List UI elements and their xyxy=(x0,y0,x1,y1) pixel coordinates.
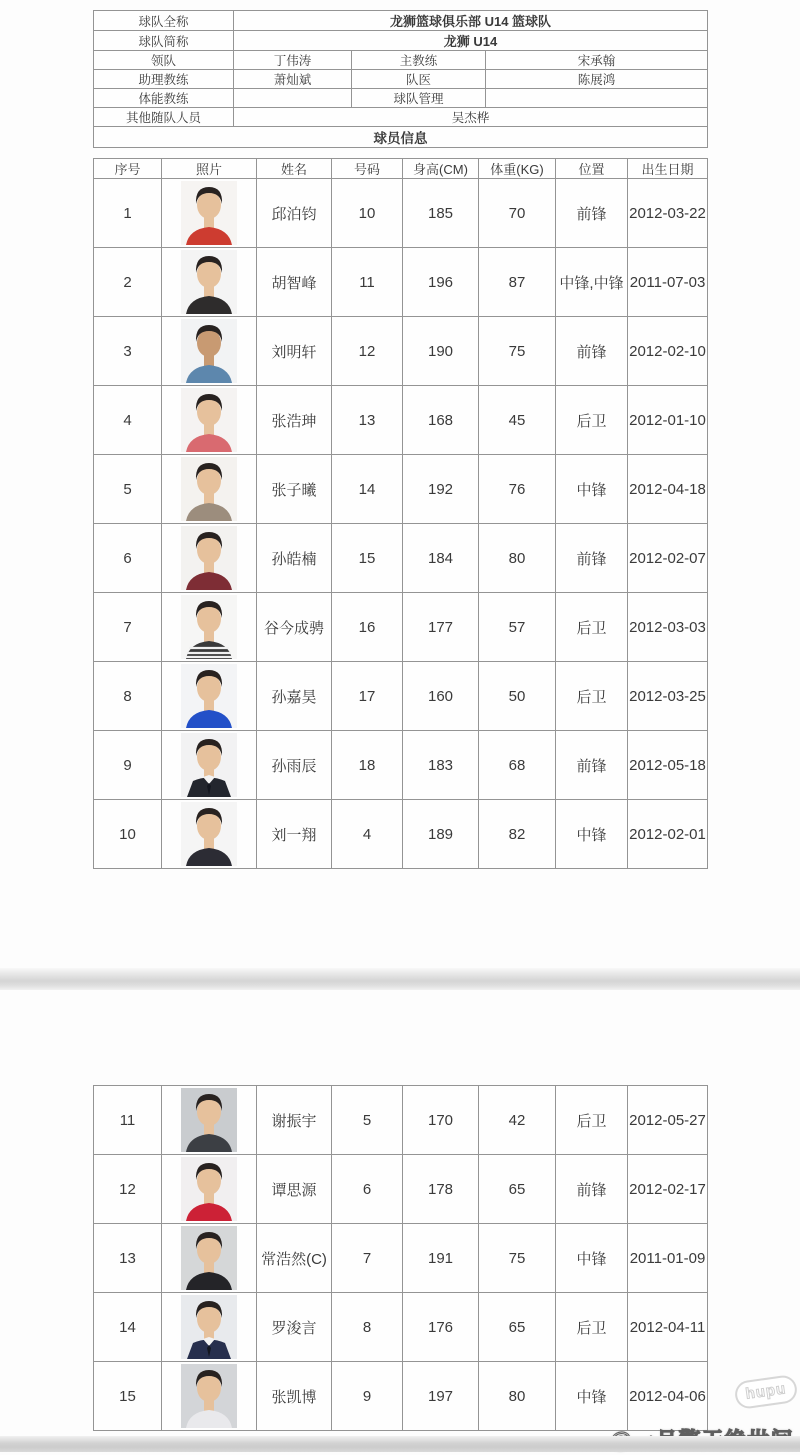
player-weight: 65 xyxy=(479,1155,556,1224)
other-staff-label: 其他随队人员 xyxy=(94,108,234,127)
player-birth: 2012-03-25 xyxy=(628,662,708,731)
player-name: 孙皓楠 xyxy=(257,524,332,593)
player-position: 前锋 xyxy=(556,179,628,248)
player-photo-image xyxy=(181,388,237,452)
hupu-watermark-sticker xyxy=(733,1374,798,1410)
player-height: 184 xyxy=(403,524,479,593)
player-name: 胡智峰 xyxy=(257,248,332,317)
player-number: 15 xyxy=(332,524,403,593)
player-weight: 42 xyxy=(479,1086,556,1155)
player-row xyxy=(94,455,708,524)
player-weight: 65 xyxy=(479,1293,556,1362)
assistant-coach-label: 助理教练 xyxy=(94,70,234,89)
player-photo-image xyxy=(181,733,237,797)
player-name: 刘明轩 xyxy=(257,317,332,386)
leader-value: 丁伟涛 xyxy=(234,51,352,70)
player-seq: 13 xyxy=(94,1224,162,1293)
player-row xyxy=(94,731,708,800)
player-photo xyxy=(162,248,257,317)
head-coach-value: 宋承翰 xyxy=(486,51,708,70)
player-height: 196 xyxy=(403,248,479,317)
player-photo xyxy=(162,593,257,662)
player-name: 邱泊钧 xyxy=(257,179,332,248)
player-name: 常浩然(C) xyxy=(257,1224,332,1293)
hupu-watermark-label: hupu xyxy=(744,1380,788,1403)
player-row xyxy=(94,800,708,869)
player-row xyxy=(94,386,708,455)
player-seq: 1 xyxy=(94,179,162,248)
player-seq: 8 xyxy=(94,662,162,731)
player-position: 中锋 xyxy=(556,1224,628,1293)
player-position: 中锋 xyxy=(556,455,628,524)
player-height: 177 xyxy=(403,593,479,662)
player-weight: 68 xyxy=(479,731,556,800)
player-birth: 2012-05-27 xyxy=(628,1086,708,1155)
player-birth: 2012-05-18 xyxy=(628,731,708,800)
player-photo xyxy=(162,731,257,800)
player-birth: 2012-02-10 xyxy=(628,317,708,386)
player-height: 160 xyxy=(403,662,479,731)
player-row xyxy=(94,179,708,248)
player-name: 谢振宇 xyxy=(257,1086,332,1155)
player-photo xyxy=(162,1155,257,1224)
roster-page-1 xyxy=(93,10,707,869)
player-photo xyxy=(162,179,257,248)
player-weight: 80 xyxy=(479,524,556,593)
player-birth: 2012-02-17 xyxy=(628,1155,708,1224)
player-photo-image xyxy=(181,1364,237,1428)
header-height: 身高(CM) xyxy=(403,159,479,179)
player-photo xyxy=(162,1362,257,1431)
player-name: 谭思源 xyxy=(257,1155,332,1224)
header-weight: 体重(KG) xyxy=(479,159,556,179)
page-separator xyxy=(0,968,800,990)
player-seq: 7 xyxy=(94,593,162,662)
player-birth: 2012-04-11 xyxy=(628,1293,708,1362)
player-position: 后卫 xyxy=(556,662,628,731)
player-seq: 12 xyxy=(94,1155,162,1224)
team-full-name-value: 龙狮篮球俱乐部 U14 篮球队 xyxy=(234,11,708,31)
team-full-name-label: 球队全称 xyxy=(94,11,234,31)
team-short-name-value: 龙狮 U14 xyxy=(234,31,708,51)
player-height: 183 xyxy=(403,731,479,800)
player-number: 9 xyxy=(332,1362,403,1431)
player-name: 刘一翔 xyxy=(257,800,332,869)
player-birth: 2012-03-03 xyxy=(628,593,708,662)
team-info-table xyxy=(93,10,708,148)
player-number: 7 xyxy=(332,1224,403,1293)
player-photo xyxy=(162,386,257,455)
player-photo-image xyxy=(181,802,237,866)
player-row xyxy=(94,662,708,731)
player-name: 张凯博 xyxy=(257,1362,332,1431)
player-number: 18 xyxy=(332,731,403,800)
player-photo-image xyxy=(181,250,237,314)
player-row xyxy=(94,1224,708,1293)
player-seq: 4 xyxy=(94,386,162,455)
player-weight: 82 xyxy=(479,800,556,869)
team-short-name-label: 球队简称 xyxy=(94,31,234,51)
team-manager-value xyxy=(486,89,708,108)
player-birth: 2012-04-06 xyxy=(628,1362,708,1431)
player-row xyxy=(94,593,708,662)
player-row xyxy=(94,1086,708,1155)
player-row xyxy=(94,1362,708,1431)
team-doctor-label: 队医 xyxy=(352,70,486,89)
header-name: 姓名 xyxy=(257,159,332,179)
team-full-name-row xyxy=(94,11,708,31)
player-height: 178 xyxy=(403,1155,479,1224)
header-number: 号码 xyxy=(332,159,403,179)
player-position: 前锋 xyxy=(556,524,628,593)
head-coach-label: 主教练 xyxy=(352,51,486,70)
leader-coach-row xyxy=(94,51,708,70)
player-weight: 80 xyxy=(479,1362,556,1431)
header-photo: 照片 xyxy=(162,159,257,179)
player-name: 谷今成骋 xyxy=(257,593,332,662)
player-height: 189 xyxy=(403,800,479,869)
player-weight: 50 xyxy=(479,662,556,731)
player-seq: 11 xyxy=(94,1086,162,1155)
player-row xyxy=(94,524,708,593)
player-photo-image xyxy=(181,457,237,521)
player-birth: 2012-04-18 xyxy=(628,455,708,524)
player-photo-image xyxy=(181,1295,237,1359)
player-birth: 2012-03-22 xyxy=(628,179,708,248)
players-section-title: 球员信息 xyxy=(94,127,708,148)
player-position: 前锋 xyxy=(556,317,628,386)
player-position: 中锋,中锋 xyxy=(556,248,628,317)
player-number: 5 xyxy=(332,1086,403,1155)
player-birth: 2011-01-09 xyxy=(628,1224,708,1293)
player-number: 10 xyxy=(332,179,403,248)
player-photo-image xyxy=(181,1088,237,1152)
team-doctor-value: 陈展鸿 xyxy=(486,70,708,89)
player-row xyxy=(94,248,708,317)
player-row xyxy=(94,1155,708,1224)
assistant-coach-value: 萧灿斌 xyxy=(234,70,352,89)
player-seq: 14 xyxy=(94,1293,162,1362)
player-number: 17 xyxy=(332,662,403,731)
player-name: 孙雨辰 xyxy=(257,731,332,800)
player-position: 前锋 xyxy=(556,1155,628,1224)
leader-label: 领队 xyxy=(94,51,234,70)
player-photo-image xyxy=(181,1226,237,1290)
player-seq: 6 xyxy=(94,524,162,593)
player-row xyxy=(94,1293,708,1362)
player-name: 张子曦 xyxy=(257,455,332,524)
player-number: 14 xyxy=(332,455,403,524)
player-number: 8 xyxy=(332,1293,403,1362)
player-photo-image xyxy=(181,181,237,245)
player-birth: 2011-07-03 xyxy=(628,248,708,317)
player-position: 前锋 xyxy=(556,731,628,800)
fitness-coach-value xyxy=(234,89,352,108)
player-number: 12 xyxy=(332,317,403,386)
player-photo-image xyxy=(181,595,237,659)
player-height: 176 xyxy=(403,1293,479,1362)
player-photo xyxy=(162,1293,257,1362)
players-section-row xyxy=(94,127,708,148)
bottom-page-edge xyxy=(0,1436,800,1452)
player-seq: 10 xyxy=(94,800,162,869)
player-name: 孙嘉昊 xyxy=(257,662,332,731)
player-photo xyxy=(162,524,257,593)
player-number: 13 xyxy=(332,386,403,455)
player-name: 张浩珅 xyxy=(257,386,332,455)
player-photo-image xyxy=(181,1157,237,1221)
player-seq: 2 xyxy=(94,248,162,317)
players-header-row xyxy=(94,159,708,179)
player-seq: 15 xyxy=(94,1362,162,1431)
roster-page-2 xyxy=(93,1085,707,1431)
player-name: 罗浚言 xyxy=(257,1293,332,1362)
player-position: 后卫 xyxy=(556,1293,628,1362)
player-seq: 5 xyxy=(94,455,162,524)
player-photo xyxy=(162,1086,257,1155)
player-height: 197 xyxy=(403,1362,479,1431)
player-number: 4 xyxy=(332,800,403,869)
player-photo xyxy=(162,455,257,524)
player-photo xyxy=(162,800,257,869)
player-birth: 2012-01-10 xyxy=(628,386,708,455)
team-short-name-row xyxy=(94,31,708,51)
assistant-doctor-row xyxy=(94,70,708,89)
other-staff-row xyxy=(94,108,708,127)
player-number: 6 xyxy=(332,1155,403,1224)
player-position: 后卫 xyxy=(556,593,628,662)
player-height: 192 xyxy=(403,455,479,524)
team-manager-label: 球队管理 xyxy=(352,89,486,108)
player-weight: 76 xyxy=(479,455,556,524)
players-table-page-2 xyxy=(93,1085,708,1431)
player-height: 191 xyxy=(403,1224,479,1293)
player-position: 中锋 xyxy=(556,1362,628,1431)
player-position: 中锋 xyxy=(556,800,628,869)
player-height: 185 xyxy=(403,179,479,248)
player-row xyxy=(94,317,708,386)
player-photo-image xyxy=(181,526,237,590)
fitness-manager-row xyxy=(94,89,708,108)
player-weight: 87 xyxy=(479,248,556,317)
player-photo-image xyxy=(181,319,237,383)
player-weight: 45 xyxy=(479,386,556,455)
player-height: 190 xyxy=(403,317,479,386)
player-birth: 2012-02-07 xyxy=(628,524,708,593)
header-seq: 序号 xyxy=(94,159,162,179)
player-photo xyxy=(162,662,257,731)
player-seq: 9 xyxy=(94,731,162,800)
player-position: 后卫 xyxy=(556,386,628,455)
player-number: 11 xyxy=(332,248,403,317)
header-birthdate: 出生日期 xyxy=(628,159,708,179)
player-number: 16 xyxy=(332,593,403,662)
player-photo-image xyxy=(181,664,237,728)
player-seq: 3 xyxy=(94,317,162,386)
players-table-page-1 xyxy=(93,158,708,869)
header-position: 位置 xyxy=(556,159,628,179)
player-weight: 57 xyxy=(479,593,556,662)
player-photo xyxy=(162,317,257,386)
fitness-coach-label: 体能教练 xyxy=(94,89,234,108)
player-weight: 75 xyxy=(479,1224,556,1293)
player-weight: 75 xyxy=(479,317,556,386)
player-height: 170 xyxy=(403,1086,479,1155)
player-position: 后卫 xyxy=(556,1086,628,1155)
player-height: 168 xyxy=(403,386,479,455)
player-weight: 70 xyxy=(479,179,556,248)
other-staff-value: 吴杰桦 xyxy=(234,108,708,127)
player-birth: 2012-02-01 xyxy=(628,800,708,869)
player-photo xyxy=(162,1224,257,1293)
